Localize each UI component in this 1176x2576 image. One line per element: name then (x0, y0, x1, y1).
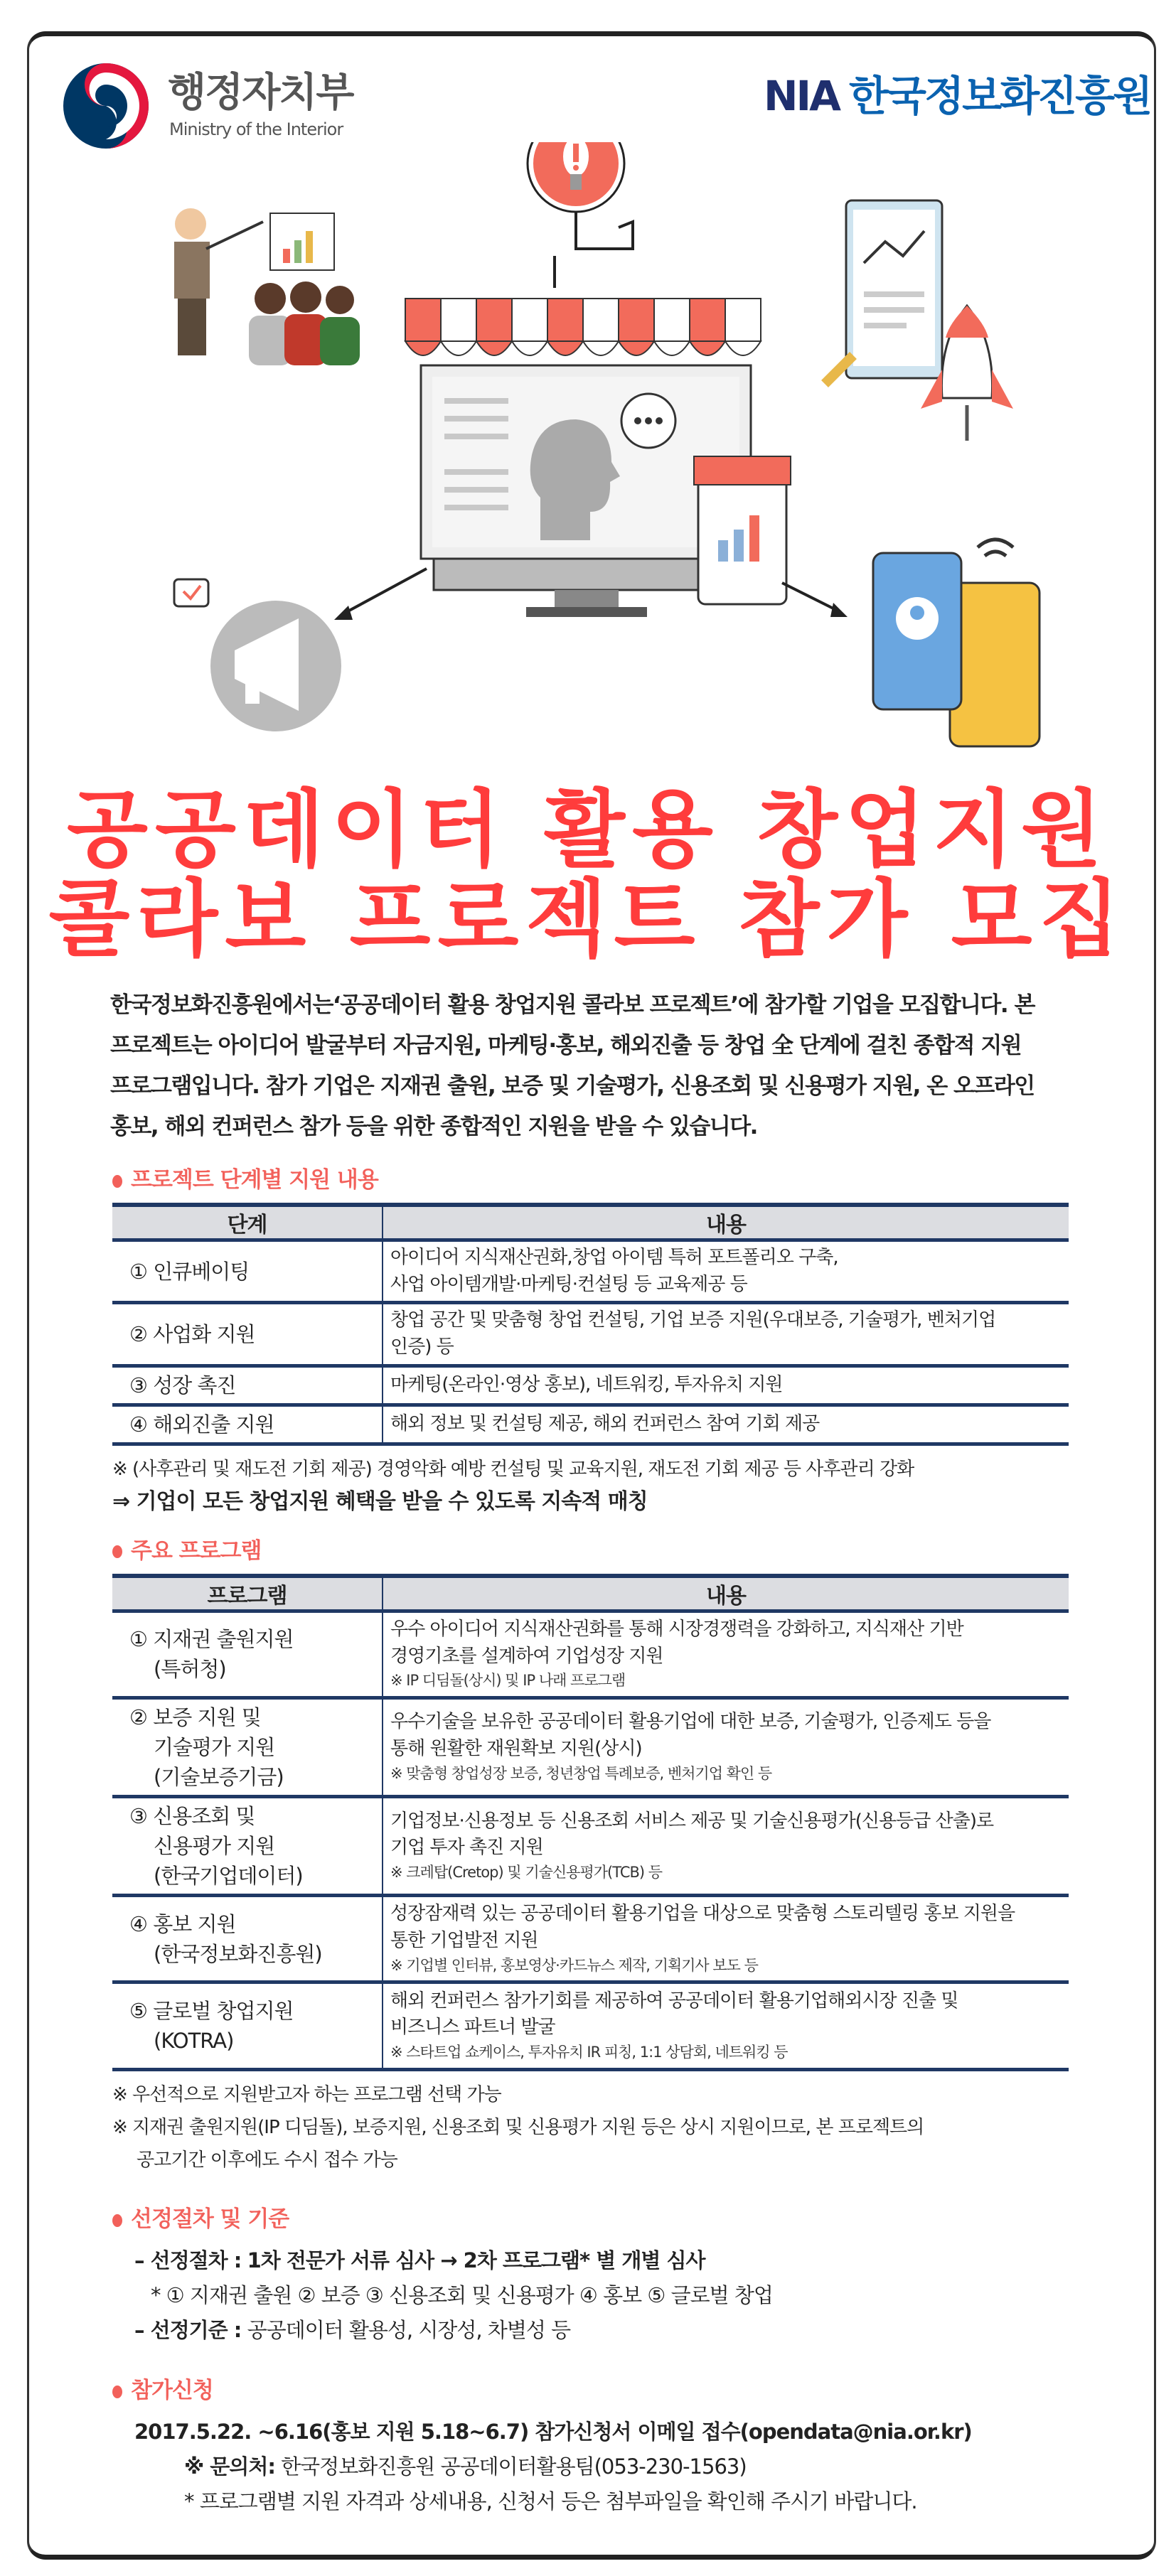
bullet-icon (112, 1545, 122, 1558)
program-line: ① 지재권 출원지원 (129, 1627, 294, 1652)
content-cell (383, 1796, 1069, 1895)
program-cell (112, 1796, 383, 1895)
criteria-value: 공공데이터 활용성, 시장성, 차별성 등 (247, 2318, 571, 2343)
program-cell (112, 1697, 383, 1796)
content-cell (383, 1405, 1069, 1444)
content-line: 기업 투자 촉진 지원 (390, 1837, 543, 1859)
stage-cell: ④ 해외진출 지원 (112, 1405, 383, 1444)
procedure-footnote: * ① 지재권 출원 ② 보증 ③ 신용조회 및 신용평가 ④ 홍보 ⑤ 글로벌 창업 (151, 2283, 773, 2308)
program-note: 공고기간 이후에도 수시 접수 가능 (137, 2150, 397, 2172)
program-line: ⑤ 글로벌 창업지원 (129, 1999, 294, 2024)
program-cell (112, 1896, 383, 1982)
stage-note: ※ (사후관리 및 재도전 기회 제공) 경영악화 예방 컨설팅 및 교육지원, 재도전 기회 제공 등 사후관리 강화 (112, 1458, 914, 1480)
program-line: (KOTRA) (154, 2029, 234, 2054)
table-row (112, 1365, 1069, 1405)
intro-line: 홍보, 해외 컨퍼런스 참가 등을 위한 종합적인 지원을 받을 수 있습니다. (110, 1114, 757, 1139)
content-line: 경영기초를 설계하여 기업성장 지원 (390, 1645, 663, 1667)
nia-logo-abbr: NIA (764, 72, 840, 120)
table-row (112, 1611, 1069, 1697)
table-row (112, 1697, 1069, 1796)
content-line: 통해 원활한 재원확보 지원(상시) (390, 1738, 642, 1760)
intro-line: 프로젝트는 아이디어 발굴부터 자금지원, 마케팅·홍보, 해외진출 등 창업 全 단계에 걸친 종합적 지원 (110, 1033, 1022, 1058)
table-row (112, 1240, 1069, 1303)
nia-logo-kr: 한국정보화진흥원 (849, 72, 1151, 120)
stage-cell: ② 사업화 지원 (112, 1303, 383, 1365)
column-header: 내용 (383, 1576, 1069, 1611)
stage-conclusion: ⇒ 기업이 모든 창업지원 혜택을 받을 수 있도록 지속적 매칭 (112, 1488, 648, 1514)
program-line: 기술평가 지원 (154, 1734, 275, 1759)
bullet-icon (112, 1175, 122, 1188)
program-line: 신용평가 지원 (154, 1834, 275, 1859)
program-line: (한국정보화진흥원) (154, 1941, 322, 1966)
content-line: 해외 정보 및 컨설팅 제공, 해외 컨퍼런스 참여 기회 제공 (390, 1412, 820, 1434)
contact-info (112, 2449, 1069, 2484)
content-line: 비즈니스 파트너 발굴 (390, 2017, 555, 2039)
procedure-label: – 선정절차 : (134, 2248, 242, 2273)
content-cell (383, 1697, 1069, 1796)
content-line: 마케팅(온라인·영상 홍보), 네트워킹, 투자유치 지원 (390, 1373, 783, 1395)
apply-footnote: * 프로그램별 지원 자격과 상세내용, 신청서 등은 첨부파일을 확인해 주시기 바랍니다. (184, 2489, 917, 2514)
column-header: 단계 (112, 1205, 383, 1240)
content-note: ※ 기업별 인터뷰, 홍보영상·카드뉴스 제작, 기획기사 보도 등 (390, 1956, 758, 1974)
bullet-icon (112, 2214, 122, 2227)
section-heading-text: 주요 프로그램 (131, 1537, 262, 1564)
section-heading-text: 선정절차 및 기준 (131, 2206, 289, 2233)
section-heading-text: 참가신청 (131, 2378, 213, 2404)
content-note: ※ 크레탑(Cretop) 및 기술신용평가(TCB) 등 (390, 1863, 663, 1881)
program-line: ③ 신용조회 및 (129, 1803, 255, 1828)
program-note: ※ 지재권 출원지원(IP 디딤돌), 보증지원, 신용조회 및 신용평가 지원 등은 상시 지원이므로, 본 프로젝트의 (112, 2117, 924, 2139)
stage-table (112, 1203, 1069, 1446)
content-cell (383, 1896, 1069, 1982)
column-header: 프로그램 (112, 1576, 383, 1611)
program-note: ※ 우선적으로 지원받고자 하는 프로그램 선택 가능 (112, 2084, 501, 2106)
content-cell (383, 1303, 1069, 1365)
content-note: ※ 스타트업 쇼케이스, 투자유치 IR 피칭, 1:1 상담회, 네트워킹 등 (390, 2044, 788, 2061)
content-cell (383, 1982, 1069, 2070)
content-cell (383, 1611, 1069, 1697)
intro-paragraph (112, 985, 1069, 1147)
content-line: 사업 아이템개발·마케팅·컨설팅 등 교육제공 등 (390, 1273, 747, 1295)
program-line: ④ 홍보 지원 (129, 1911, 236, 1936)
content-note: ※ IP 디딤돌(상시) 및 IP 나래 프로그램 (390, 1672, 626, 1690)
intro-line: 한국정보화진흥원에서는‘공공데이터 활용 창업지원 콜라보 프로젝트’에 참가할 기업을 모집합니다. 본 (110, 992, 1035, 1018)
program-line: (특허청) (154, 1657, 226, 1682)
intro-line: 프로그램입니다. 참가 기업은 지재권 출원, 보증 및 기술평가, 신용조회 및 신용평가 지원, 온 오프라인 (110, 1073, 1035, 1099)
section-heading-programs (112, 1537, 1069, 1565)
stage-cell: ③ 성장 촉진 (112, 1365, 383, 1405)
procedure-value: 1차 전문가 서류 심사 → 2차 프로그램* 별 개별 심사 (247, 2248, 705, 2273)
content-line: 인증) 등 (390, 1336, 454, 1358)
program-table (112, 1574, 1069, 2071)
section-heading-selection (112, 2205, 1069, 2233)
content-note: ※ 맞춤형 창업성장 보증, 청년창업 특례보증, 벤처기업 확인 등 (390, 1764, 772, 1782)
table-header-row (112, 1205, 1069, 1240)
section-heading-stages (112, 1166, 1069, 1194)
content-cell (383, 1365, 1069, 1405)
selection-criteria (112, 2313, 1069, 2348)
content-line: 해외 컨퍼런스 참가기회를 제공하여 공공데이터 활용기업해외시장 진출 및 (390, 1990, 958, 2012)
apply-period: 2017.5.22. ~6.16(홍보 지원 5.18~6.7) 참가신청서 이메일 접수(opendata@nia.or.kr) (134, 2420, 972, 2444)
program-cell (112, 1982, 383, 2070)
program-line: ② 보증 지원 및 (129, 1705, 261, 1729)
page-title-line1: 공공데이터 활용 창업지원 (66, 780, 1110, 879)
content-line: 아이디어 지식재산권화,창업 아이템 특허 포트폴리오 구축, (390, 1247, 838, 1268)
content-line: 우수기술을 보유한 공공데이터 활용기업에 대한 보증, 기술평가, 인증제도 등을 (390, 1711, 991, 1733)
moi-logo-text: 행정자치부 (168, 70, 353, 116)
contact-value: 한국정보화진흥원 공공데이터활용팀(053-230-1563) (281, 2454, 747, 2479)
program-line: (한국기업데이터) (154, 1864, 303, 1889)
page-title-line2: 콜라보 프로젝트 참가 모집 (48, 870, 1128, 968)
stage-cell: ① 인큐베이팅 (112, 1240, 383, 1303)
table-row (112, 1982, 1069, 2070)
content-line: 성장잠재력 있는 공공데이터 활용기업을 대상으로 맞춤형 스토리텔링 홍보 지원을 (390, 1903, 1015, 1925)
section-heading-text: 프로젝트 단계별 지원 내용 (131, 1167, 378, 1193)
table-row (112, 1303, 1069, 1365)
table-row (112, 1896, 1069, 1982)
program-cell (112, 1611, 383, 1697)
moi-logo-english: Ministry of the Interior (169, 119, 343, 139)
content-line: 통한 기업발전 지원 (390, 1929, 538, 1951)
table-row (112, 1796, 1069, 1895)
content-cell (383, 1240, 1069, 1303)
table-row (112, 1405, 1069, 1444)
section-heading-apply (112, 2376, 1069, 2405)
content-line: 기업정보·신용정보 등 신용조회 서비스 제공 및 기술신용평가(신용등급 산출)로 (390, 1810, 994, 1832)
selection-procedure (112, 2243, 1069, 2278)
criteria-label: – 선정기준 : (134, 2318, 242, 2343)
column-header: 내용 (383, 1205, 1069, 1240)
bullet-icon (112, 2386, 122, 2398)
table-header-row (112, 1576, 1069, 1611)
content-line: 우수 아이디어 지식재산권화를 통해 시장경쟁력을 강화하고, 지식재산 기반 (390, 1618, 963, 1640)
contact-label: ※ 문의처: (184, 2454, 275, 2479)
content-line: 창업 공간 및 맞춤형 창업 컨설팅, 기업 보증 지원(우대보증, 기술평가, 벤처기업 (390, 1309, 996, 1331)
program-line: (기술보증기금) (154, 1764, 284, 1789)
